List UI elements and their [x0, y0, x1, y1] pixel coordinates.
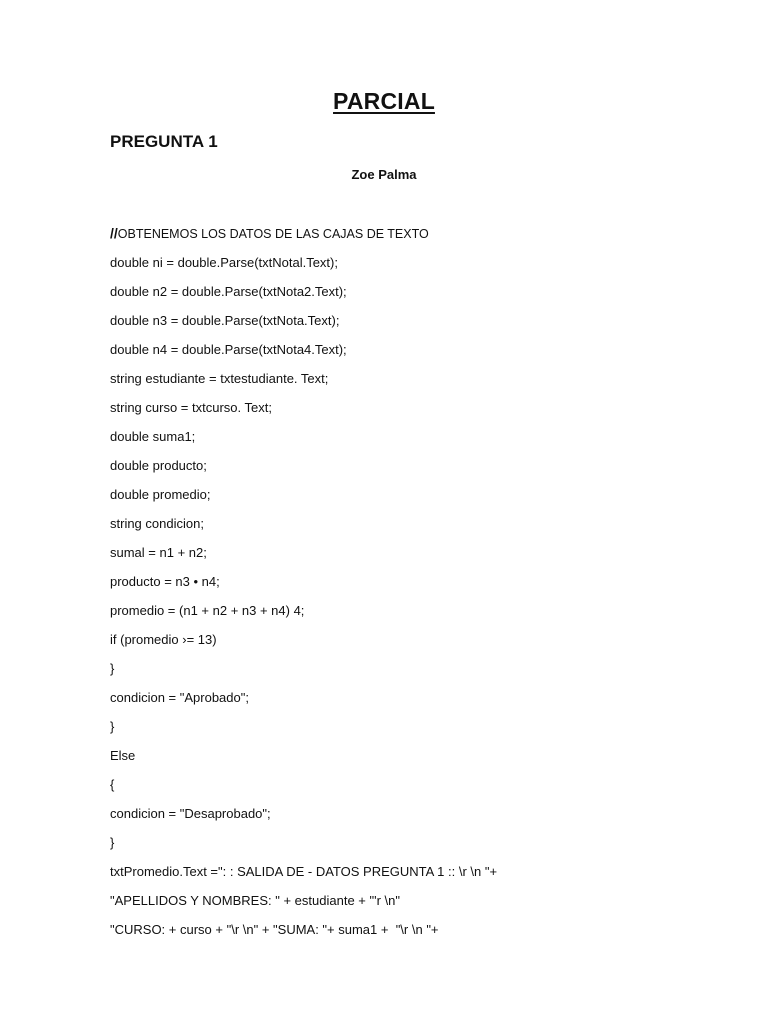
code-line: "CURSO: + curso + "\r \n" + "SUMA: "+ suma1 + "\r \n "+	[110, 922, 439, 937]
code-line: promedio = (n1 + n2 + n3 + n4) 4;	[110, 603, 305, 618]
code-line: "APELLIDOS Y NOMBRES: " + estudiante + "'r \n"	[110, 893, 400, 908]
code-line: double promedio;	[110, 487, 211, 502]
code-line: {	[110, 777, 115, 792]
author-name: Zoe Palma	[351, 167, 417, 182]
code-line: condicion = "Aprobado";	[110, 690, 249, 705]
code-line: string curso = txtcurso. Text;	[110, 400, 272, 415]
code-line: double n3 = double.Parse(txtNota.Text);	[110, 313, 340, 328]
code-line: condicion = "Desaprobado";	[110, 806, 271, 821]
code-line: Else	[110, 748, 136, 763]
code-line: sumal = n1 + n2;	[110, 545, 207, 560]
code-line: string estudiante = txtestudiante. Text;	[110, 371, 329, 386]
code-line: double ni = double.Parse(txtNotal.Text);	[110, 255, 338, 270]
code-line: }	[110, 719, 115, 734]
code-line: double producto;	[110, 458, 207, 473]
code-line: string condicion;	[110, 516, 204, 531]
code-line: double n2 = double.Parse(txtNota2.Text);	[110, 284, 347, 299]
code-line: }	[110, 661, 115, 676]
question-heading: PREGUNTA 1	[110, 132, 218, 151]
code-line: txtPromedio.Text =": : SALIDA DE - DATOS PREGUNTA 1 :: \r \n "+	[110, 864, 498, 879]
code-listing	[110, 225, 730, 950]
code-line: double suma1;	[110, 429, 196, 444]
code-line: producto = n3 • n4;	[110, 574, 220, 589]
code-comment-line	[110, 225, 730, 254]
code-line: if (promedio ›= 13)	[110, 632, 217, 647]
document-title	[0, 88, 768, 115]
comment-text: OBTENEMOS LOS DATOS DE LAS CAJAS DE TEXTO	[117, 227, 429, 241]
comment-prefix: //	[110, 225, 118, 241]
code-line: }	[110, 835, 115, 850]
document-title-text: PARCIAL	[333, 88, 435, 114]
code-line: double n4 = double.Parse(txtNota4.Text);	[110, 342, 347, 357]
